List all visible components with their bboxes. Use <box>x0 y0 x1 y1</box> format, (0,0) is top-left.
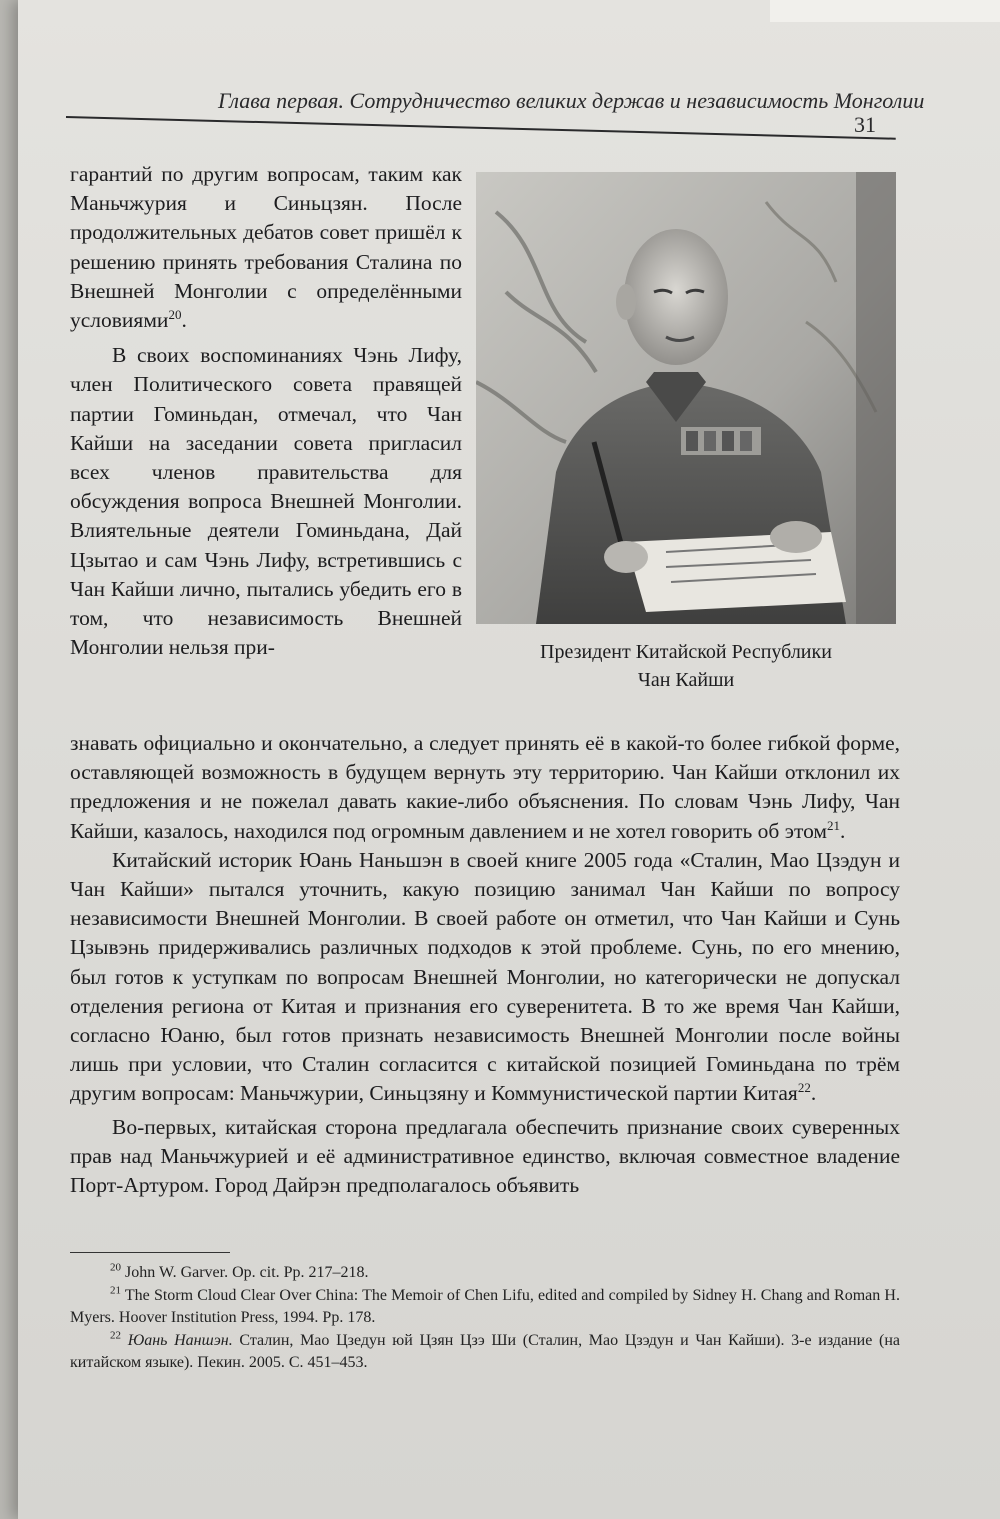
paragraph: знавать официально и окончательно, а следует принять её в какой-то более гибкой форме, оставляющей возможность в будущем вернуть эту территорию. Чан Кайши отклонил их предложения и не пожелал давать какие-либо объяснения. По словам Чэнь Лифу, Чан Кайши, казалось, находился под огромным давлением и не хотел говорить об этом$^{21}$. <box>70 731 900 843</box>
paragraph: В своих воспоминаниях Чэнь Лифу, член Политического совета правящей партии Гоминьдан, отмечал, что Чан Кайши на заседании совета пригласил всех членов правительства для обсуждения вопроса Внешней Монголии. Влиятельные деятели Гоминьдана, Дай Цзытао и сам Чэнь Лифу, встретившись с Чан Кайши лично, пытались убедить его в том, что независимость Внешней Монголии нельзя при- <box>70 343 462 660</box>
photo-caption <box>476 638 896 694</box>
header-rule <box>66 116 896 140</box>
paragraph: Во-первых, китайская сторона предлагала обеспечить признание своих суверенных прав над Маньчжурией и её административное единство, включая совместное владение Порт-Артуром. Город Дайрэн предполагалось объявить <box>70 1114 900 1198</box>
next-page-corner <box>770 0 1000 22</box>
footnotes <box>70 1262 900 1375</box>
footnote-text: The Storm Cloud Clear Over China: The Memoir of Chen Lifu, edited and compiled by Sidney H. Chang and Roman H. Myers. Hoover Institution Press, 1994. Pp. 178. <box>70 1286 900 1326</box>
footnote-number: 21 <box>110 1284 121 1297</box>
caption-line-2: Чан Кайши <box>637 669 735 691</box>
footnote-ref: 22 <box>797 1080 811 1096</box>
footnote <box>70 1330 900 1375</box>
paragraph-text: знавать официально и окончательно, а следует принять её в какой-то более гибкой форме, оставляющей возможность в будущем вернуть эту территорию. Чан Кайши отклонил их предложения и не пожелал давать какие-либо объяснения. По словам Чэнь Лифу, Чан Кайши, казалось, находился под огромным давлением и не хотел говорить об этом <box>70 731 900 843</box>
footnote-number: 22 <box>110 1329 121 1342</box>
footnote-author: Юань Наншэн. <box>127 1331 233 1349</box>
running-title: Глава первая. Сотрудничество великих держав и независимость Монголии <box>218 88 925 113</box>
footnote-ref: 21 <box>827 817 841 833</box>
portrait-photo <box>476 172 896 624</box>
footnote-rule <box>70 1252 230 1253</box>
portrait-photo-image <box>476 172 896 624</box>
footnote-text: Сталин, Мао Цзедун юй Цзян Цзэ Ши (Сталин, Мао Цзэдун и Чан Кайши). 3-е издание (на китайском языке). Пекин. 2005. С. 451–453. <box>70 1331 901 1371</box>
page-number: 31 <box>854 112 876 137</box>
paragraph: Китайский историк Юань Наньшэн в своей книге 2005 года «Сталин, Мао Цзэдун и Чан Кайши» пытался уточнить, какую позицию занимал Чан Кайши по вопросу независимости Внешней Монголии. В своей работе он отметил, что Чан Кайши и Сунь Цзывэнь придерживались различных подходов к этой проблеме. Сунь, по его мнению, был готов к уступкам по вопросам Внешней Монголии, но категорически не допускал отделения региона от Китая и признания его суверенитета. В то же время Чан Кайши, согласно Юаню, был готов признать независимость Внешней Монголии после войны лишь при условии, что Сталин согласится с китайской позицией Гоминьдана по трём другим вопросам: Маньчжурии, Синьцзяну и Коммунистической партии Китая$^{22}$. <box>70 847 900 1106</box>
paragraph-text: гарантий по другим вопросам, таким как Маньчжурия и Синьцзян. После продолжительных дебатов совет пришёл к решению принять требования Сталина по Внешней Монголии с определёнными условиями <box>70 162 462 333</box>
left-column-text <box>70 160 462 662</box>
paragraph: гарантий по другим вопросам, таким как Маньчжурия и Синьцзян. После продолжительных дебатов совет пришёл к решению принять требования Сталина по Внешней Монголии с определёнными условиями$^{20}$. <box>70 162 462 333</box>
footnote <box>70 1262 900 1285</box>
footnote-number: 20 <box>110 1261 121 1274</box>
paragraph-text: Китайский историк Юань Наньшэн в своей книге 2005 года «Сталин, Мао Цзэдун и Чан Кайши» пытался уточнить, какую позицию занимал Чан Кайши по вопросу независимости Внешней Монголии. В своей работе он отметил, что Чан Кайши и Сунь Цзывэнь придерживались различных подходов к этой проблеме. Сунь, по его мнению, был готов к уступкам по вопросам Внешней Монголии, но категорически не допускал отделения региона от Китая и признания его суверенитета. В то же время Чан Кайши, согласно Юаню, был готов признать независимость Внешней Монголии после войны лишь при условии, что Сталин согласится с китайской позицией Гоминьдана по трём другим вопросам: Маньчжурии, Синьцзяну и Коммунистической партии Китая <box>70 847 900 1106</box>
body-text <box>70 729 900 1200</box>
book-page <box>18 0 1000 1519</box>
footnote <box>70 1285 900 1330</box>
footnote-ref: 20 <box>168 306 182 322</box>
footnote-text: John W. Garver. Op. cit. Pp. 217–218. <box>125 1264 369 1281</box>
caption-line-1: Президент Китайской Республики <box>540 641 832 663</box>
